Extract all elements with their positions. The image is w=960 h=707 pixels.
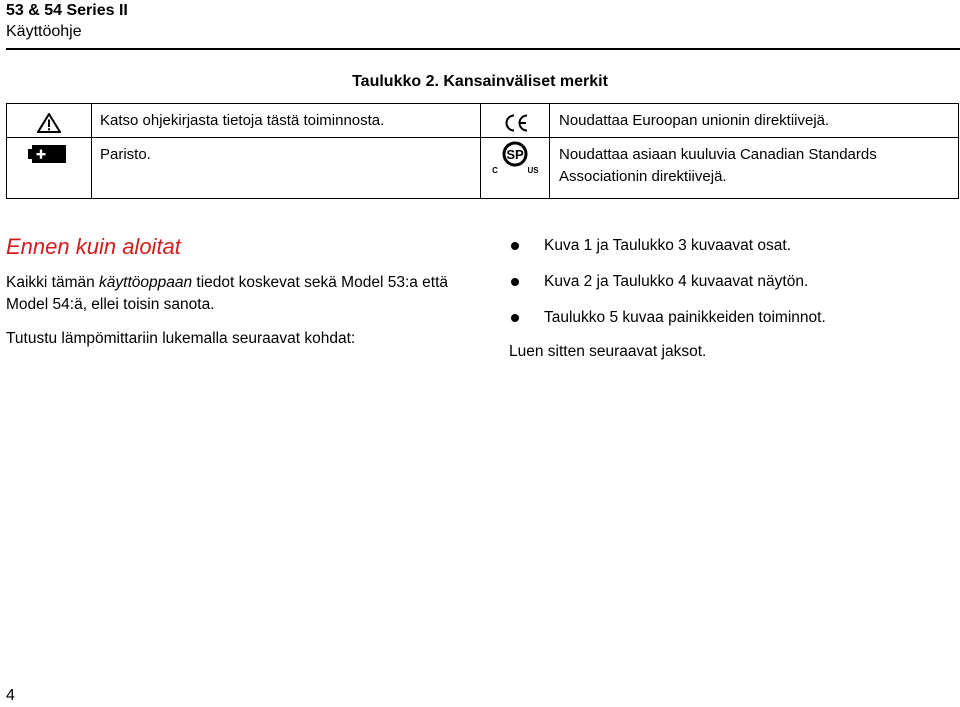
description-line: Noudattaa Euroopan unionin direktiivejä. <box>559 112 830 129</box>
symbol-description <box>550 104 959 138</box>
intro-column <box>6 272 466 362</box>
paragraph-text: Kaikki tämän <box>6 274 100 291</box>
instruction-paragraph: Tutustu lämpömittariin lukemalla seuraavat kohdat: <box>6 330 356 347</box>
closing-text: Luen sitten seuraavat jaksot. <box>509 343 707 360</box>
symbols-table <box>6 103 959 199</box>
symbol-description: Paristo. <box>92 138 481 199</box>
bullet-icon <box>511 314 519 322</box>
manual-subtitle: Käyttöohje <box>6 23 82 40</box>
list-item <box>509 271 949 293</box>
header-divider <box>6 48 960 50</box>
bullet-icon <box>511 278 519 286</box>
list-item-text: Kuva 2 ja Taulukko 4 kuvaavat näytön. <box>544 273 809 290</box>
table-row <box>7 104 959 138</box>
battery-icon <box>28 145 66 163</box>
intro-paragraph <box>6 272 466 316</box>
manual-model-title: 53 & 54 Series II <box>6 2 128 19</box>
csa-us-label: US <box>527 166 539 175</box>
csa-mark-icon <box>489 139 539 175</box>
description-line: Noudattaa asiaan kuuluvia Canadian Standards <box>559 146 877 163</box>
symbol-description: Katso ohjekirjasta tietoja tästä toiminnosta. <box>92 104 481 138</box>
list-item-text: Taulukko 5 kuvaa painikkeiden toiminnot. <box>544 309 826 326</box>
list-item <box>509 307 949 329</box>
csa-c-label: C <box>492 166 498 175</box>
symbol-cell <box>481 138 550 199</box>
svg-text:SP: SP <box>506 147 524 162</box>
symbol-cell <box>7 104 92 138</box>
list-item <box>509 235 949 257</box>
manual-reference: käyttöoppaan <box>99 274 193 291</box>
page-header <box>6 0 954 43</box>
page-number: 4 <box>6 687 15 704</box>
bullet-icon <box>511 242 519 250</box>
paragraph-text: tiedot koskevat sekä Model 53:a että Model 54:ä, ellei toisin sanota. <box>6 274 449 313</box>
symbol-description <box>550 138 959 199</box>
table-row <box>7 138 959 199</box>
ce-mark-icon <box>503 113 529 133</box>
list-item-text: Kuva 1 ja Taulukko 3 kuvaavat osat. <box>544 237 792 254</box>
warning-icon <box>37 113 61 133</box>
symbol-cell <box>481 104 550 138</box>
symbol-cell <box>7 138 92 199</box>
section-heading: Ennen kuin aloitat <box>6 234 181 259</box>
table-title: Taulukko 2. Kansainväliset merkit <box>352 73 608 90</box>
description-line: Associationin direktiivejä. <box>559 168 727 185</box>
reading-list-column <box>509 235 949 363</box>
